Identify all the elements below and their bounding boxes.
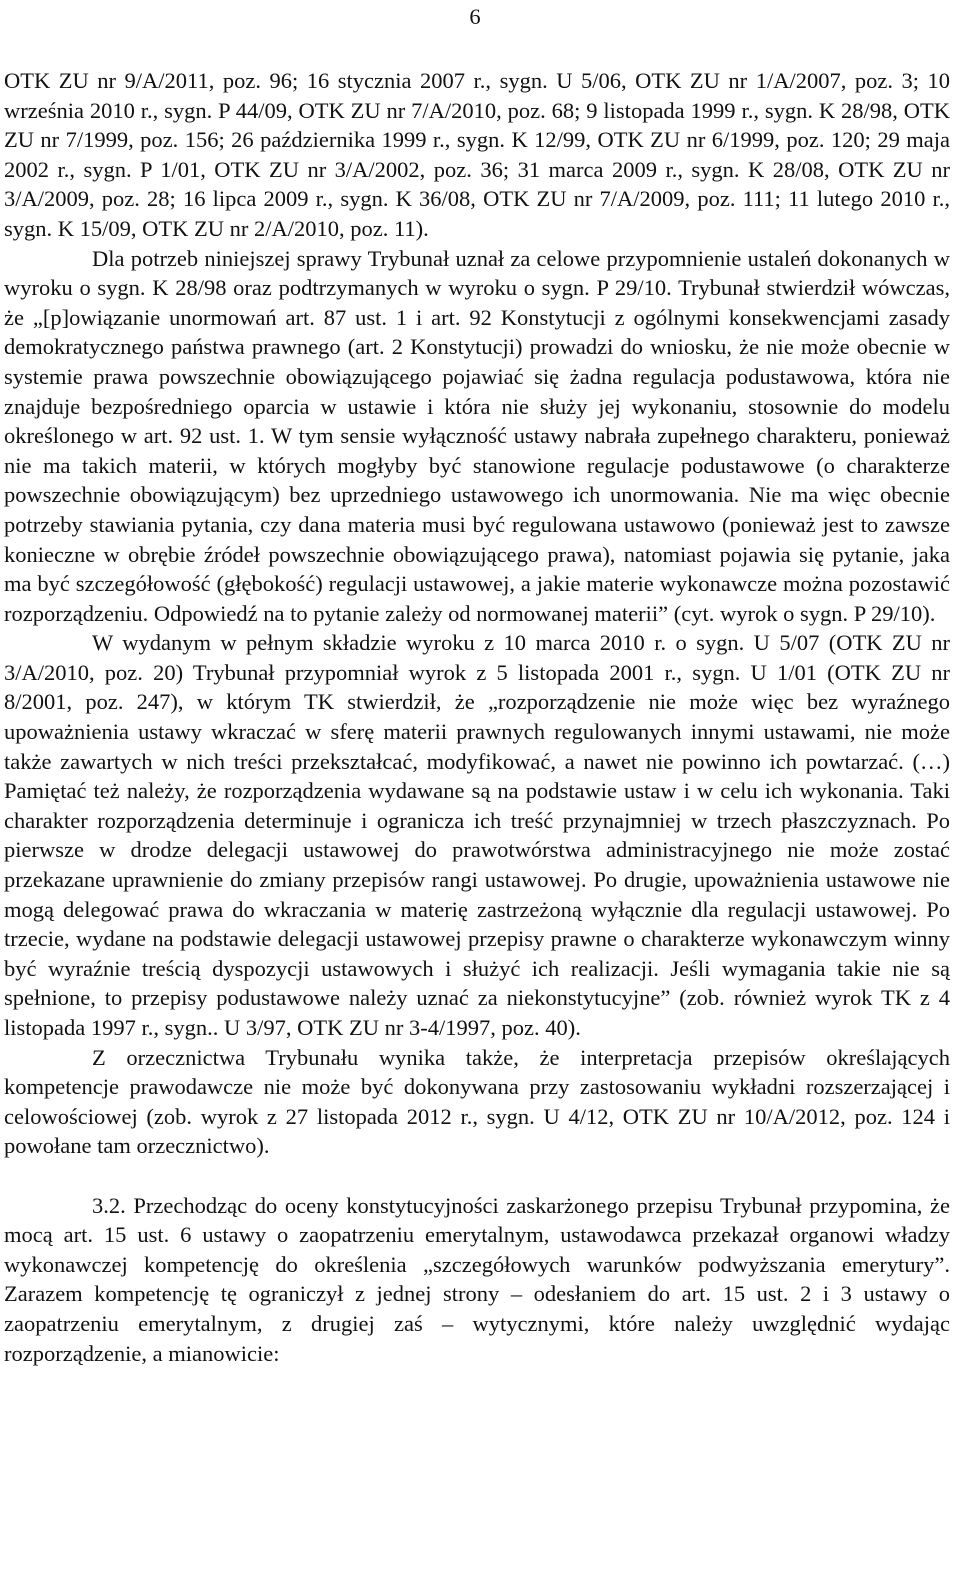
- page-number: 6: [469, 4, 481, 29]
- paragraph-k28-98-findings: Dla potrzeb niniejszej sprawy Trybunał uznał za celowe przypomnienie ustaleń dokonanych w wyroku o sygn. K 28/98 oraz podtrzymanych w wyroku o sygn. P 29/10. Trybunał stwierdził wówczas, że „[p]owiązanie unormowań art. 87 ust. 1 i art. 92 Konstytucji z ogólnymi konsekwencjami zasady demokratycznego państwa prawnego (art. 2 Konstytucji) prowadzi do wniosku, że nie może obecnie w systemie prawa powszechnie obowiązującego pojawiać się żadna regulacja podustawowa, która nie znajduje bezpośredniego oparcia w ustawie i która nie służy jej wykonaniu, stosownie do modelu określonego w art. 92 ust. 1. W tym sensie wyłączność ustawy nabrała zupełnego charakteru, ponieważ nie ma takich materii, w których mogłyby być stanowione regulacje podustawowe (o charakterze powszechnie obowiązującym) bez uprzedniego ustawowego ich unormowania. Nie ma więc obecnie potrzeby stawiania pytania, czy dana materia musi być regulowana ustawowo (ponieważ jest to zawsze konieczne w obrębie źródeł powszechnie obowiązującego prawa), natomiast pojawia się pytanie, jaka ma być szczegółowość (głębokość) regulacji ustawowej, a jakie materie wykonawcze można pozostawić rozporządzeniu. Odpowiedź na to pytanie zależy od normowanej materii” (cyt. wyrok o sygn. P 29/10).: [4, 245, 950, 626]
- paragraph-u5-07-judgment: W wydanym w pełnym składzie wyroku z 10 marca 2010 r. o sygn. U 5/07 (OTK ZU nr 3/A/2010, poz. 20) Trybunał przypomniał wyrok z 5 listopada 2001 r., sygn. U 1/01 (OTK ZU nr 8/2001, poz. 247), w którym TK stwierdził, że „rozporządzenie nie może więc bez wyraźnego upoważnienia ustawy wkraczać w sferę materii prawnych regulowanych innymi ustawami, nie może także zawartych w nich treści przekształcać, modyfikować, a nawet nie powinno ich powtarzać. (…) Pamiętać też należy, że rozporządzenia wydawane są na podstawie ustaw i w celu ich wykonania. Taki charakter rozporządzenia determinuje i ogranicza ich treść przynajmniej w trzech płaszczyznach. Po pierwsze w drodze delegacji ustawowej do prawotwórstwa administracyjnego nie może zostać przekazane uprawnienie do zmiany przepisów rangi ustawowej. Po drugie, upoważnienia ustawowe nie mogą delegować prawa do wkraczania w materię zastrzeżoną wyłącznie dla regulacji ustawowej. Po trzecie, wydane na podstawie delegacji ustawowej przepisy prawne o charakterze wykonawczym winny być wyraźnie treścią dyspozycji ustawowych i służyć ich realizacji. Jeśli wymagania takie nie są spełnione, to przepisy podustawowe należy uznać za niekonstytucyjne” (zob. również wyrok TK z 4 listopada 1997 r., sygn.. U 3/97, OTK ZU nr 3-4/1997, poz. 40).: [4, 630, 950, 1040]
- paragraph-interpretation: Z orzecznictwa Trybunału wynika także, że interpretacja przepisów określających kompetencje prawodawcze nie może być dokonywana przy zastosowaniu wykładni rozszerzającej i celowościowej (zob. wyrok z 27 listopada 2012 r., sygn. U 4/12, OTK ZU nr 10/A/2012, poz. 124 i powołane tam orzecznictwo).: [4, 1044, 950, 1159]
- paragraph-section-3-2: 3.2. Przechodząc do oceny konstytucyjności zaskarżonego przepisu Trybunał przypomina, że mocą art. 15 ust. 6 ustawy o zaopatrzeniu emerytalnym, ustawodawca przekazał organowi władzy wykonawczej kompetencję do określenia „szczegółowych warunków podwyższania emerytury”. Zarazem kompetencję tę ograniczył z jednej strony – odesłaniem do art. 15 ust. 2 i 3 ustawy o zaopatrzeniu emerytalnym, z drugiej zaś – wytycznymi, które należy uwzględnić wydając rozporządzenie, a mianowicie:: [4, 1192, 950, 1366]
- document-body: [4, 66, 950, 1368]
- citation-paragraph: OTK ZU nr 9/A/2011, poz. 96; 16 stycznia 2007 r., sygn. U 5/06, OTK ZU nr 1/A/2007, poz. 3; 10 września 2010 r., sygn. P 44/09, OTK ZU nr 7/A/2010, poz. 68; 9 listopada 1999 r., sygn. K 28/98, OTK ZU nr 7/1999, poz. 156; 26 października 1999 r., sygn. K 12/99, OTK ZU nr 6/1999, poz. 120; 29 maja 2002 r., sygn. P 1/01, OTK ZU nr 3/A/2002, poz. 36; 31 marca 2009 r., sygn. K 28/08, OTK ZU nr 3/A/2009, poz. 28; 16 lipca 2009 r., sygn. K 36/08, OTK ZU nr 7/A/2009, poz. 111; 11 lutego 2010 r., sygn. K 15/09, OTK ZU nr 2/A/2010, poz. 11).: [4, 68, 950, 241]
